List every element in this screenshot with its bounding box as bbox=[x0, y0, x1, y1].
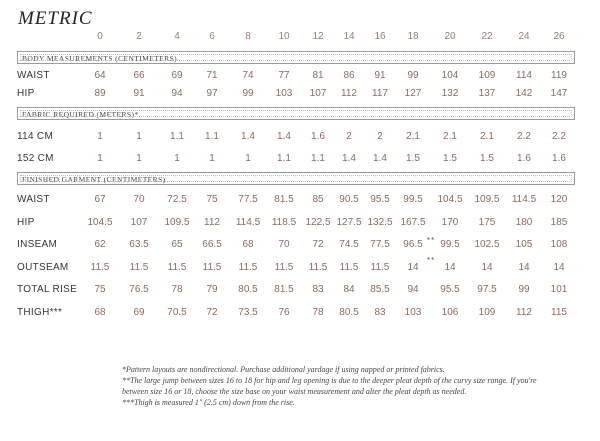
table-cell: 114 bbox=[516, 70, 532, 81]
table-cell: 109 bbox=[478, 306, 496, 318]
size-header-cell: 10 bbox=[278, 31, 290, 42]
table-cell: 115 bbox=[551, 306, 567, 318]
size-header-cell: 6 bbox=[209, 31, 215, 42]
table-cell: 77.5 bbox=[238, 194, 258, 205]
table-cell: 109.5 bbox=[474, 194, 500, 205]
table-cell: 2 bbox=[346, 131, 352, 142]
table-row bbox=[0, 194, 600, 208]
table-cell: 132 bbox=[441, 88, 459, 99]
size-header-cell: 14 bbox=[343, 31, 355, 42]
table-cell: 1.6 bbox=[311, 131, 325, 142]
row-label: THIGH*** bbox=[17, 306, 63, 318]
table-cell: 94 bbox=[407, 284, 419, 295]
table-cell: 84 bbox=[343, 284, 355, 295]
table-cell: 102.5 bbox=[474, 239, 500, 250]
table-cell: 63.5 bbox=[129, 239, 149, 250]
table-cell: 114.5 bbox=[511, 194, 537, 205]
table-cell: 80.5 bbox=[238, 284, 258, 295]
section-fabric-required: FABRIC REQUIRED (METERS)* bbox=[17, 107, 575, 120]
table-cell: 14 bbox=[444, 261, 456, 273]
section-body-measurements: BODY MEASUREMENTS (CENTIMETERS) bbox=[17, 51, 575, 64]
table-cell: 83 bbox=[374, 306, 386, 318]
table-cell: 64 bbox=[94, 70, 106, 81]
table-cell: 117 bbox=[372, 88, 388, 99]
table-cell: 2.1 bbox=[480, 131, 494, 142]
table-cell: 89 bbox=[94, 88, 106, 99]
table-cell: 85 bbox=[312, 194, 324, 205]
page-title: METRIC bbox=[18, 8, 93, 29]
table-row bbox=[0, 307, 600, 321]
table-cell: 78 bbox=[171, 284, 183, 295]
table-cell: 97.5 bbox=[477, 284, 497, 295]
table-row bbox=[0, 284, 600, 298]
size-header-cell: 2 bbox=[136, 31, 142, 42]
table-row bbox=[0, 239, 600, 253]
size-header-cell: 22 bbox=[481, 31, 493, 42]
table-cell: 120 bbox=[550, 194, 568, 205]
table-cell: 1.1 bbox=[311, 153, 325, 164]
table-cell: 99 bbox=[518, 284, 530, 295]
table-cell: 94 bbox=[171, 88, 183, 99]
table-cell: 119 bbox=[551, 70, 567, 81]
table-cell: 72 bbox=[312, 239, 324, 250]
table-cell: 107 bbox=[130, 216, 148, 228]
table-cell: 99 bbox=[242, 88, 254, 99]
table-cell: 127 bbox=[404, 88, 422, 99]
table-cell: 1 bbox=[136, 153, 142, 164]
table-cell: 74 bbox=[242, 70, 254, 81]
table-cell: 104.5 bbox=[437, 194, 463, 205]
table-cell: 83 bbox=[312, 284, 324, 295]
table-cell: 79 bbox=[206, 284, 218, 295]
table-cell: 78 bbox=[312, 306, 324, 318]
table-cell: 112 bbox=[516, 306, 532, 318]
footnote-1: *Pattern layouts are nondirectional. Purchase additional yardage if using napped or printed fabrics. bbox=[122, 365, 445, 374]
table-cell: 105 bbox=[515, 239, 533, 250]
table-cell: 97 bbox=[206, 88, 218, 99]
table-cell: 75 bbox=[206, 194, 218, 205]
table-cell: 74.5 bbox=[339, 239, 359, 250]
table-cell: 107 bbox=[309, 88, 327, 99]
size-jump-mark-outseam: ** bbox=[427, 256, 436, 265]
table-cell: 112 bbox=[341, 88, 357, 99]
table-cell: 68 bbox=[242, 239, 254, 250]
table-cell: 1 bbox=[245, 153, 251, 164]
table-cell: 11.5 bbox=[129, 261, 149, 273]
table-cell: 14 bbox=[407, 261, 419, 273]
table-cell: 11.5 bbox=[202, 261, 222, 273]
table-cell: 14 bbox=[481, 261, 493, 273]
table-row bbox=[0, 153, 600, 167]
table-cell: 69 bbox=[171, 70, 183, 81]
size-header-row bbox=[0, 31, 600, 45]
table-cell: 72.5 bbox=[167, 194, 187, 205]
table-cell: 14 bbox=[553, 261, 565, 273]
table-cell: 14 bbox=[518, 261, 530, 273]
table-cell: 122.5 bbox=[305, 216, 331, 228]
table-cell: 81.5 bbox=[274, 194, 294, 205]
table-row bbox=[0, 217, 600, 231]
row-label: WAIST bbox=[17, 70, 50, 81]
footnotes bbox=[122, 364, 542, 408]
table-cell: 95.5 bbox=[370, 194, 390, 205]
table-cell: 1.4 bbox=[373, 153, 387, 164]
table-cell: 11.5 bbox=[370, 261, 390, 273]
table-cell: 170 bbox=[441, 216, 459, 228]
table-cell: 185 bbox=[550, 216, 568, 228]
table-cell: 1.6 bbox=[517, 153, 531, 164]
table-cell: 127.5 bbox=[336, 216, 362, 228]
size-header-cell: 4 bbox=[174, 31, 180, 42]
table-cell: 1 bbox=[97, 131, 103, 142]
table-row bbox=[0, 131, 600, 145]
footnote-2: **The large jump between sizes 16 to 18 for hip and leg opening is due to the deeper pleat depth of the curvy size range. If you're between size 16 or 18, choose the size base on your waist measurement and alter the pleat depth as needed. bbox=[122, 376, 537, 396]
table-cell: 11.5 bbox=[90, 261, 110, 273]
table-cell: 66.5 bbox=[202, 239, 222, 250]
table-cell: 75 bbox=[94, 284, 106, 295]
size-header-cell: 20 bbox=[444, 31, 456, 42]
table-cell: 99 bbox=[407, 70, 419, 81]
table-cell: 81.5 bbox=[274, 284, 294, 295]
table-cell: 106 bbox=[441, 306, 459, 318]
table-cell: 95.5 bbox=[440, 284, 460, 295]
table-cell: 137 bbox=[478, 88, 496, 99]
table-row bbox=[0, 70, 600, 84]
section-finished-garment: FINISHED GARMENT (CENTIMETERS) bbox=[17, 172, 575, 185]
table-cell: 1 bbox=[136, 131, 142, 142]
table-cell: 114.5 bbox=[235, 216, 261, 228]
table-cell: 86 bbox=[343, 70, 355, 81]
footnote-3: ***Thigh is measured 1" (2.5 cm) down from the rise. bbox=[122, 398, 295, 407]
row-label: HIP bbox=[17, 88, 35, 99]
table-cell: 1.1 bbox=[205, 131, 219, 142]
table-cell: 1.4 bbox=[342, 153, 356, 164]
table-cell: 103 bbox=[275, 88, 293, 99]
table-cell: 1.1 bbox=[170, 131, 184, 142]
row-label: HIP bbox=[17, 216, 35, 228]
table-cell: 104 bbox=[441, 70, 459, 81]
table-cell: 81 bbox=[312, 70, 324, 81]
table-cell: 70 bbox=[278, 239, 290, 250]
table-cell: 11.5 bbox=[238, 261, 258, 273]
size-header-cell: 26 bbox=[553, 31, 565, 42]
table-cell: 70 bbox=[133, 194, 145, 205]
table-cell: 76.5 bbox=[129, 284, 149, 295]
row-label: INSEAM bbox=[17, 239, 58, 250]
table-cell: 1 bbox=[97, 153, 103, 164]
size-header-cell: 0 bbox=[97, 31, 103, 42]
table-cell: 67 bbox=[94, 194, 106, 205]
table-cell: 11.5 bbox=[274, 261, 294, 273]
table-cell: 1.1 bbox=[277, 153, 291, 164]
table-cell: 1 bbox=[174, 153, 180, 164]
table-cell: 132.5 bbox=[367, 216, 393, 228]
table-cell: 68 bbox=[94, 306, 106, 318]
table-cell: 112 bbox=[204, 216, 220, 228]
table-cell: 167.5 bbox=[400, 216, 426, 228]
table-cell: 2 bbox=[377, 131, 383, 142]
table-cell: 73.5 bbox=[238, 306, 258, 318]
table-cell: 2.2 bbox=[552, 131, 566, 142]
table-cell: 109 bbox=[478, 70, 496, 81]
table-cell: 71 bbox=[206, 70, 218, 81]
table-cell: 175 bbox=[478, 216, 496, 228]
size-header-cell: 16 bbox=[374, 31, 386, 42]
table-cell: 11.5 bbox=[308, 261, 328, 273]
size-header-cell: 24 bbox=[518, 31, 530, 42]
table-cell: 118.5 bbox=[271, 216, 297, 228]
table-cell: 99.5 bbox=[403, 194, 423, 205]
table-cell: 85.5 bbox=[370, 284, 390, 295]
row-label: 152 CM bbox=[17, 153, 54, 164]
table-cell: 1.6 bbox=[552, 153, 566, 164]
table-cell: 142 bbox=[515, 88, 533, 99]
table-cell: 1.4 bbox=[277, 131, 291, 142]
table-cell: 1 bbox=[209, 153, 215, 164]
table-cell: 66 bbox=[133, 70, 145, 81]
table-cell: 147 bbox=[550, 88, 568, 99]
table-cell: 108 bbox=[550, 239, 568, 250]
table-cell: 91 bbox=[374, 70, 386, 81]
table-cell: 76 bbox=[278, 306, 290, 318]
table-cell: 1.5 bbox=[443, 153, 457, 164]
table-cell: 77 bbox=[278, 70, 290, 81]
table-cell: 109.5 bbox=[164, 216, 190, 228]
table-cell: 2.1 bbox=[406, 131, 420, 142]
table-cell: 103 bbox=[404, 306, 422, 318]
row-label: 114 CM bbox=[17, 131, 54, 142]
table-cell: 2.2 bbox=[517, 131, 531, 142]
table-cell: 99.5 bbox=[440, 239, 460, 250]
size-header-cell: 8 bbox=[245, 31, 251, 42]
table-cell: 1.5 bbox=[406, 153, 420, 164]
table-cell: 91 bbox=[133, 88, 145, 99]
size-jump-mark-inseam: ** bbox=[427, 236, 436, 245]
table-row bbox=[0, 262, 600, 276]
table-cell: 65 bbox=[171, 239, 183, 250]
row-label: WAIST bbox=[17, 194, 50, 205]
table-cell: 101 bbox=[550, 284, 568, 295]
table-cell: 2.1 bbox=[443, 131, 457, 142]
table-row bbox=[0, 88, 600, 102]
table-cell: 77.5 bbox=[370, 239, 390, 250]
size-header-cell: 18 bbox=[407, 31, 419, 42]
row-label: OUTSEAM bbox=[17, 261, 69, 273]
table-cell: 72 bbox=[206, 306, 218, 318]
table-cell: 69 bbox=[133, 306, 145, 318]
table-cell: 90.5 bbox=[339, 194, 359, 205]
table-cell: 180 bbox=[515, 216, 533, 228]
table-cell: 11.5 bbox=[167, 261, 187, 273]
table-cell: 96.5 bbox=[403, 239, 423, 250]
table-cell: 104.5 bbox=[87, 216, 113, 228]
row-label: TOTAL RISE bbox=[17, 284, 78, 295]
table-cell: 62 bbox=[94, 239, 106, 250]
table-cell: 70.5 bbox=[167, 306, 187, 318]
table-cell: 1.5 bbox=[480, 153, 494, 164]
table-cell: 1.4 bbox=[241, 131, 255, 142]
size-header-cell: 12 bbox=[312, 31, 324, 42]
table-cell: 80.5 bbox=[339, 306, 359, 318]
table-cell: 11.5 bbox=[339, 261, 359, 273]
